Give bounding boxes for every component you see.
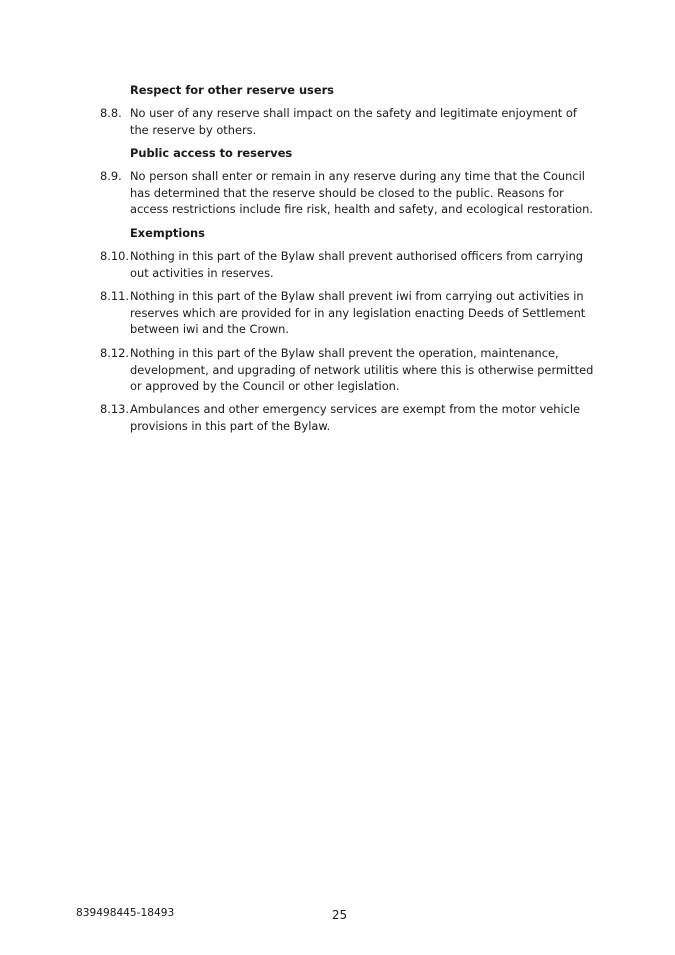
clause-number: 8.13. bbox=[100, 402, 129, 416]
clause-text: Nothing in this part of the Bylaw shall prevent authorised officers from carrying out activities in reserves. bbox=[130, 249, 584, 280]
section-heading-exemptions: Exemptions bbox=[130, 226, 205, 240]
clause-8-12 bbox=[100, 345, 600, 395]
clause-text: Ambulances and other emergency services are exempt from the motor vehicle provisions in this part of the Bylaw. bbox=[130, 402, 581, 433]
section-heading-respect: Respect for other reserve users bbox=[130, 83, 334, 97]
clause-number: 8.9. bbox=[100, 169, 122, 183]
clause-8-10 bbox=[100, 248, 600, 281]
clause-number: 8.12. bbox=[100, 346, 129, 360]
clause-8-13 bbox=[100, 401, 600, 434]
section-heading-public-access: Public access to reserves bbox=[130, 146, 293, 160]
clause-text: No person shall enter or remain in any reserve during any time that the Council has determined that the reserve should be closed to the public. Reasons for access restrictions include fire risk, health and safety, and ecological restoration. bbox=[130, 169, 593, 216]
clause-8-8 bbox=[100, 105, 600, 138]
clause-text: No user of any reserve shall impact on the safety and legitimate enjoyment of the reserve by others. bbox=[130, 106, 577, 137]
clause-number: 8.8. bbox=[100, 106, 122, 120]
clause-number: 8.10. bbox=[100, 249, 129, 263]
clause-8-11 bbox=[100, 288, 600, 338]
clause-number: 8.11. bbox=[100, 289, 129, 303]
clause-text: Nothing in this part of the Bylaw shall prevent iwi from carrying out activities in reserves which are provided for in any legislation enacting Deeds of Settlement between iwi and the Crown. bbox=[130, 289, 586, 336]
document-reference: 839498445-18493 bbox=[76, 907, 175, 919]
page-number: 25 bbox=[331, 908, 348, 922]
clause-8-9 bbox=[100, 168, 600, 218]
clause-text: Nothing in this part of the Bylaw shall prevent the operation, maintenance, development, and upgrading of network utilitis where this is otherwise permitted or approved by the Council or other legislation. bbox=[130, 346, 594, 393]
